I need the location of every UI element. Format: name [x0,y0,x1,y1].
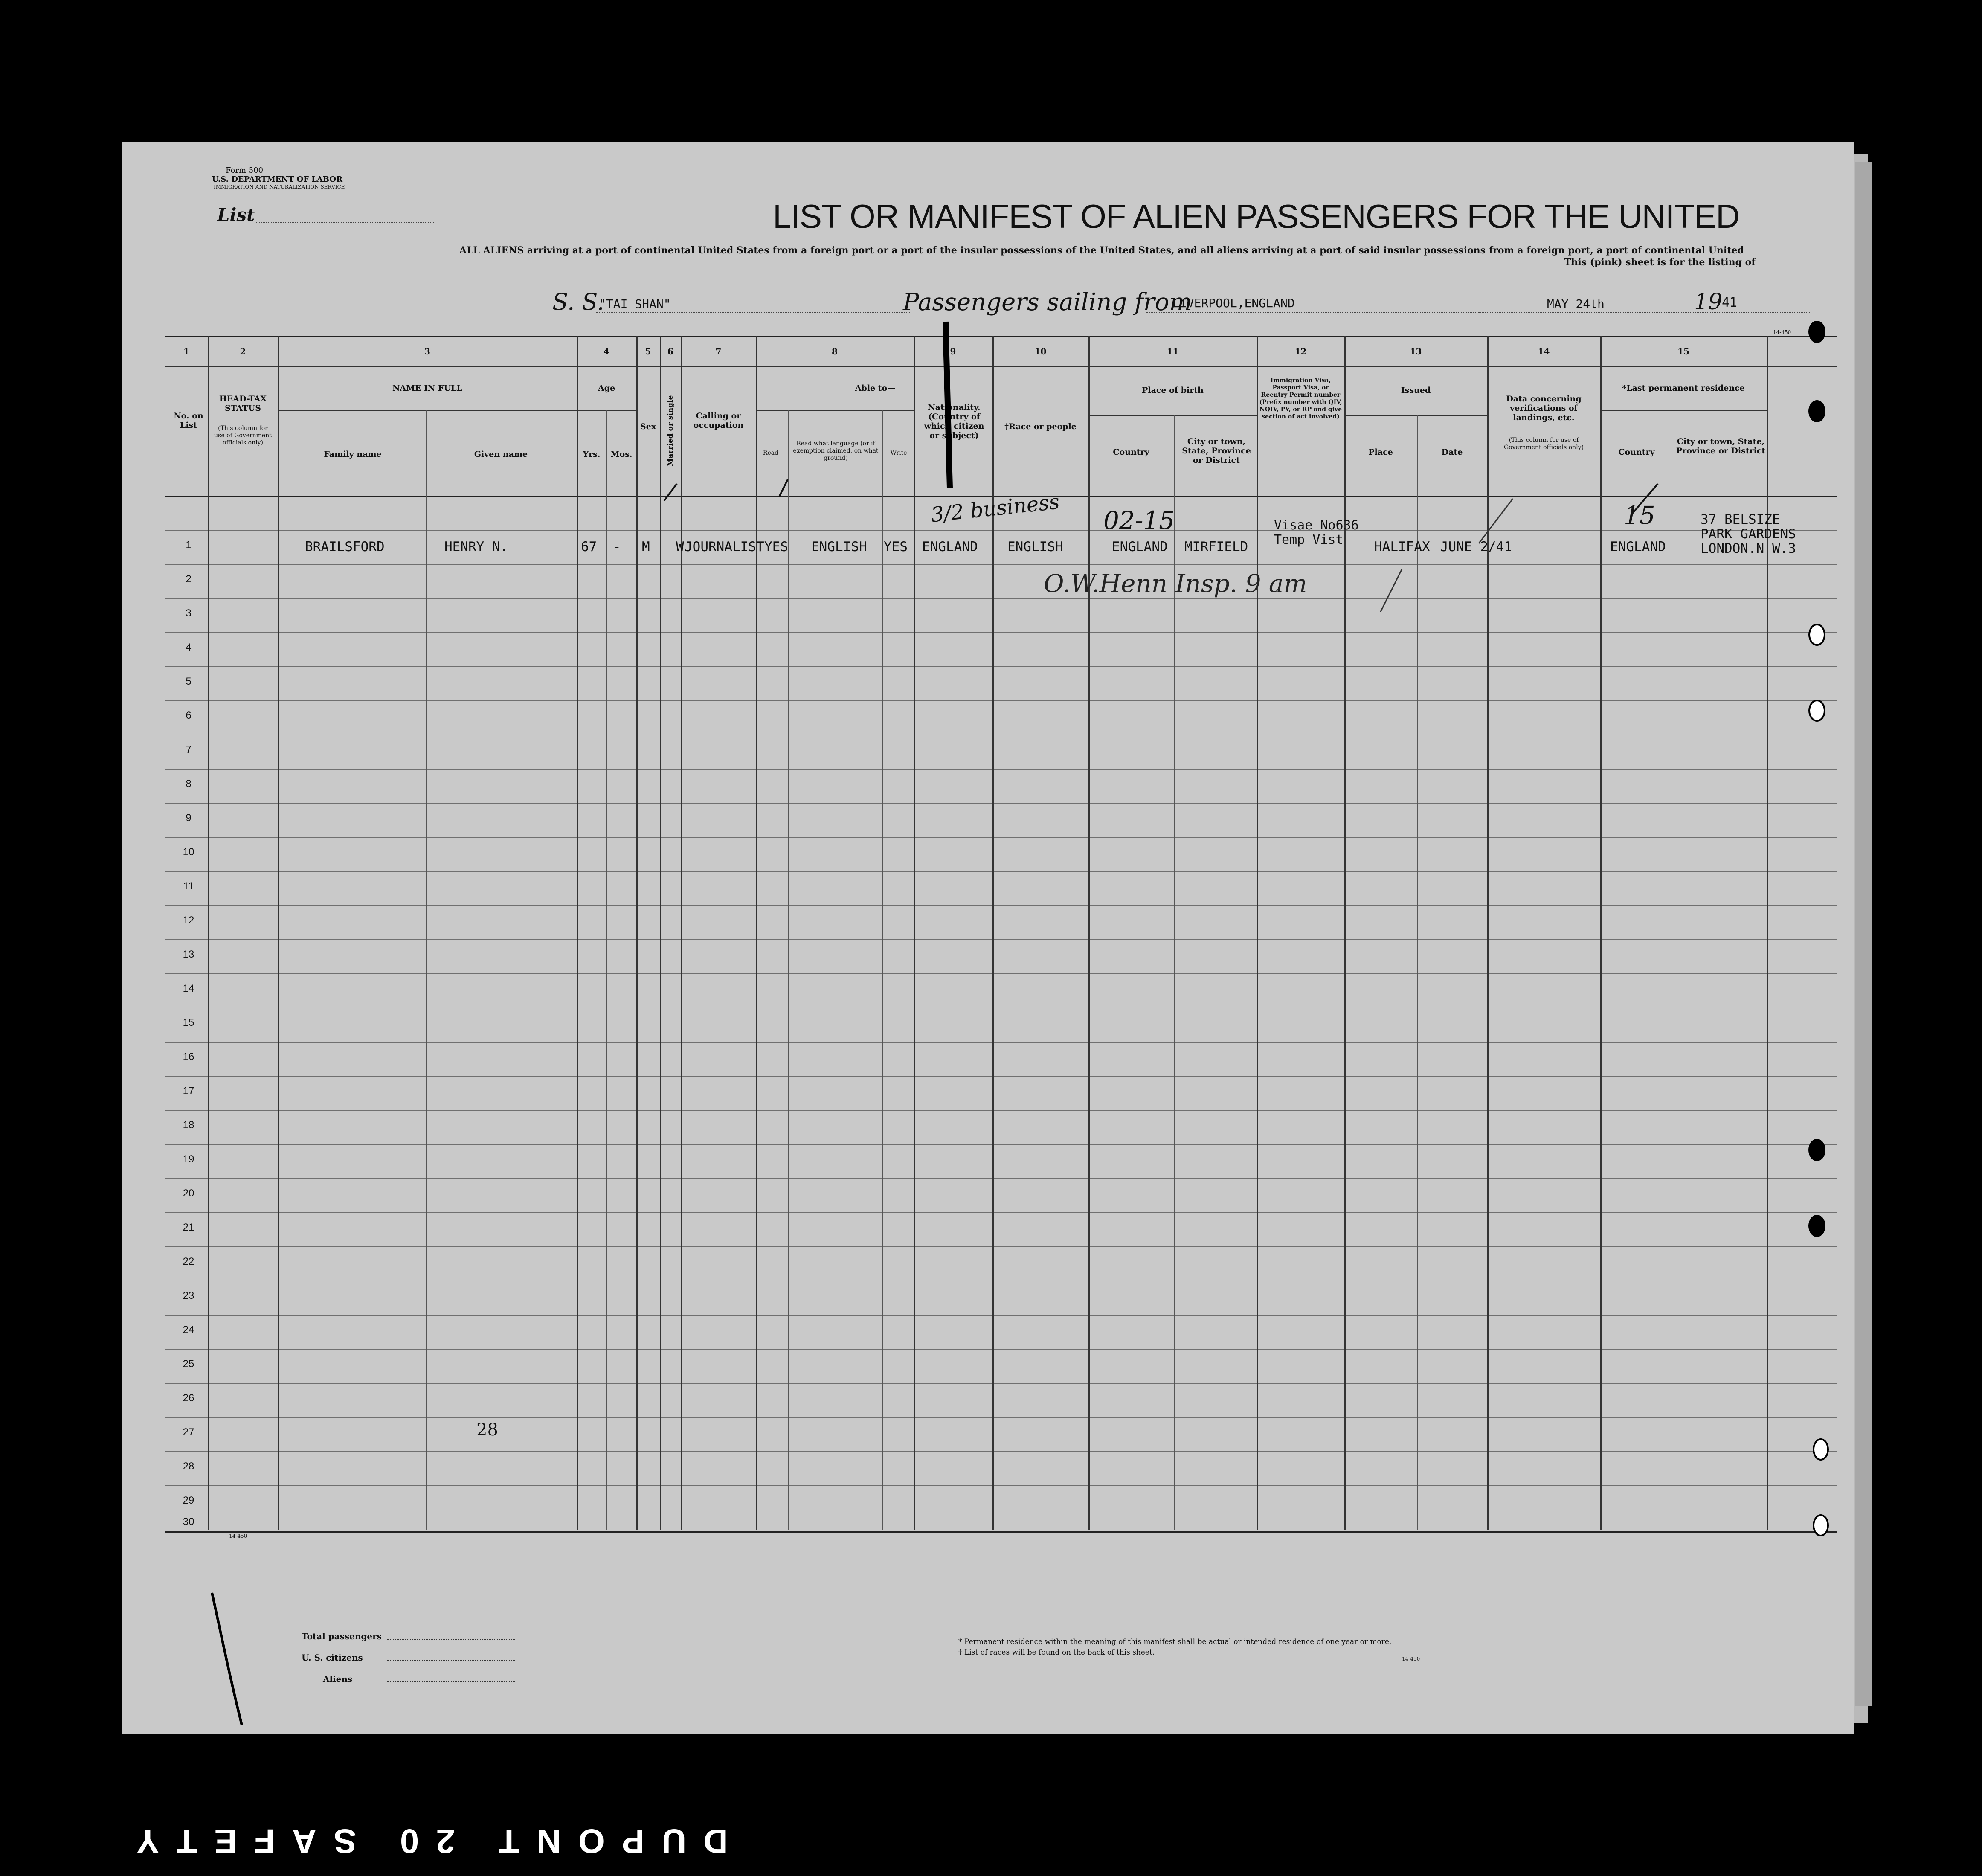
column-number: 11 [1167,346,1179,357]
header-age: Age [598,383,615,393]
row-number: 2 [186,573,192,585]
passenger-birth-city: MIRFIELD [1184,539,1248,555]
column-number: 6 [667,346,673,357]
passenger-can-write: YES [884,539,908,555]
punch-hole [1808,1139,1825,1161]
passenger-issued-place: HALIFAX [1374,539,1430,555]
row-number: 13 [183,949,194,960]
handwritten-ticks [122,142,1854,612]
header-issued-place: Place [1368,447,1393,457]
header-race: †Race or people [1004,422,1077,431]
total-passengers-line [387,1639,515,1640]
ship-label: S. S. [552,288,604,315]
sailing-port: LIVERPOOL,ENGLAND [1172,296,1295,310]
row-number: 18 [183,1119,194,1131]
header-place-of-birth: Place of birth [1142,386,1204,395]
header-read-language: Read what language (or if exemption claimed, on what ground) [793,440,879,462]
punch-hole [1808,700,1825,722]
passenger-marital-status: W [676,539,684,555]
passenger-birth-country: ENGLAND [1112,539,1168,555]
column-number: 10 [1034,346,1047,357]
punch-hole [1808,400,1825,422]
row-number: 14 [183,983,194,994]
column-number: 7 [715,346,722,357]
row-number: 30 [183,1516,194,1528]
header-sex: Sex [640,422,656,431]
row-number: 16 [183,1051,194,1063]
column-number: 13 [1410,346,1422,357]
header-calling: Calling or occupation [693,411,744,430]
list-label: List [217,204,255,225]
ship-name: "TAI SHAN" [599,297,671,311]
header-able-to: Able to— [855,383,896,393]
stamp-number: 28 [476,1420,498,1440]
handwritten-residence-mark: 15 [1624,501,1655,530]
form-number: Form 500 [226,166,264,175]
manifest-title: LIST OR MANIFEST OF ALIEN PASSENGERS FOR THE UNITED [773,197,1740,235]
footnote-races: † List of races will be found on the back of this sheet. [958,1648,1155,1657]
column-number: 2 [240,346,246,357]
passenger-residence-city-2: PARK GARDENS [1701,526,1796,542]
passenger-family-name: BRAILSFORD [305,539,385,555]
year-prefix: 19 [1694,289,1723,315]
punch-hole [1808,1215,1825,1237]
passenger-issued-date: JUNE 2/41 [1440,539,1512,555]
row-number: 15 [183,1017,194,1028]
header-no-on-list: No. on List [174,411,203,430]
header-nationality: Nationality. (Country of which citizen or subject) [924,403,984,440]
column-number: 12 [1294,346,1307,357]
passenger-sex: M [642,539,650,555]
passenger-race: ENGLISH [1007,539,1063,555]
header-head-tax-note: (This column for use of Government officials only) [214,425,272,446]
punch-hole [1808,321,1825,343]
column-number: 14 [1538,346,1550,357]
header-age-yrs: Yrs. [583,450,601,459]
passenger-residence-country: ENGLAND [1610,539,1666,555]
punch-hole [1808,624,1825,646]
year-suffix: 41 [1722,295,1738,310]
passenger-can-read: YES [764,539,788,555]
row-number: 19 [183,1153,194,1165]
header-verification: Data concerning verifications of landings, etc. [1506,394,1582,422]
header-given-name: Given name [474,450,528,459]
header-head-tax: HEAD-TAX STATUS [219,394,267,413]
header-verification-note: (This column for use of Government officials only) [1503,437,1584,451]
form-code-bottom: 14-450 [229,1533,247,1539]
handwritten-inspector-note: O.W.Henn Insp. 9 am [1044,569,1307,598]
header-visa: Immigration Visa, Passport Visa, or Reentry Permit number (Prefix number with QIV, NQIV, PV, or RP and give section of act involved) [1259,377,1342,420]
header-married-or-single: Married or single [666,395,675,467]
passenger-given-name: HENRY N. [444,539,508,555]
header-read: Read [763,450,779,456]
manifest-subtitle-1: ALL ALIENS arriving at a port of continental United States from a foreign port or a port of the insular possessions of the United States, and all aliens arriving at a port of said insular possessions from a foreign port, a port of continental United [459,245,1744,256]
header-family-name: Family name [324,450,382,459]
row-number: 3 [186,607,192,619]
header-issued-date: Date [1441,447,1463,457]
header-write: Write [890,450,907,456]
row-number: 20 [183,1188,194,1199]
row-number: 1 [186,539,192,551]
manifest-sheet [122,142,1854,1734]
form-code-top: 14-450 [1773,329,1791,335]
row-number: 26 [183,1392,194,1404]
row-number: 29 [183,1495,194,1506]
row-number: 6 [186,710,192,721]
header-res-city: City or town, State, Province or District [1676,437,1766,456]
row-number: 4 [186,642,192,653]
row-number: 10 [183,846,194,858]
column-number: 4 [604,346,609,357]
department-label: U.S. DEPARTMENT OF LABOR [212,175,343,184]
us-citizens-label: U. S. citizens [302,1652,363,1663]
column-number: 1 [183,346,189,357]
aliens-line [387,1681,515,1682]
column-number: 9 [950,346,956,357]
sailing-date: MAY 24th [1547,297,1605,311]
row-number: 22 [183,1256,194,1267]
header-last-residence: *Last permanent residence [1622,383,1745,393]
passenger-language: ENGLISH [811,539,867,555]
row-number: 27 [183,1426,194,1438]
form-code-footnote: 14-450 [1402,1656,1420,1662]
passenger-visa-number: Visae No636 [1274,518,1359,533]
service-label: IMMIGRATION AND NATURALIZATION SERVICE [214,184,345,190]
header-birth-city: City or town, State, Province or District [1182,437,1251,465]
row-number: 11 [183,880,194,892]
passenger-residence-city-3: LONDON.N W.3 [1701,541,1796,556]
header-issued: Issued [1401,386,1431,395]
row-number: 12 [183,915,194,926]
row-number: 23 [183,1290,194,1301]
punch-hole [1813,1438,1829,1461]
column-number: 5 [645,346,651,357]
row-number: 8 [186,778,192,790]
handwritten-business-note: 3/2 business [929,490,1061,527]
row-number: 5 [186,676,192,687]
us-citizens-line [387,1660,515,1661]
row-number: 25 [183,1358,194,1370]
header-name-in-full: NAME IN FULL [392,383,462,393]
row-number: 28 [183,1461,194,1472]
row-number: 7 [186,744,192,755]
column-number: 8 [832,346,838,357]
footnote-permanent-residence: * Permanent residence within the meaning of this manifest shall be actual or intended residence of one year or more. [958,1638,1392,1646]
punch-hole [1813,1514,1829,1536]
row-number: 24 [183,1324,194,1336]
row-number: 9 [186,812,192,824]
manifest-subtitle-2: This (pink) sheet is for the listing of [1564,257,1756,268]
passenger-visa-type: Temp Vist [1274,532,1344,547]
margin-pen-stroke [208,1589,259,1731]
header-res-country: Country [1618,447,1655,457]
header-age-mos: Mos. [610,450,633,459]
column-number: 3 [424,346,430,357]
passenger-occupation: JOURNALIST [685,539,764,555]
aliens-label: Aliens [323,1674,353,1684]
passenger-age-yrs: 67 [581,539,597,555]
passenger-age-mos: - [613,539,621,555]
row-number: 17 [183,1085,194,1097]
handwritten-class-code: 02-15 [1103,506,1175,535]
film-edge-label: DUPONT 20 SAFETY [119,1822,728,1860]
total-passengers-label: Total passengers [302,1631,382,1641]
header-birth-country: Country [1113,447,1149,457]
column-number: 15 [1677,346,1689,357]
passenger-residence-city-1: 37 BELSIZE [1701,512,1780,527]
sailing-label: Passengers sailing from [903,288,1192,316]
passenger-nationality: ENGLAND [922,539,978,555]
row-number: 21 [183,1222,194,1233]
